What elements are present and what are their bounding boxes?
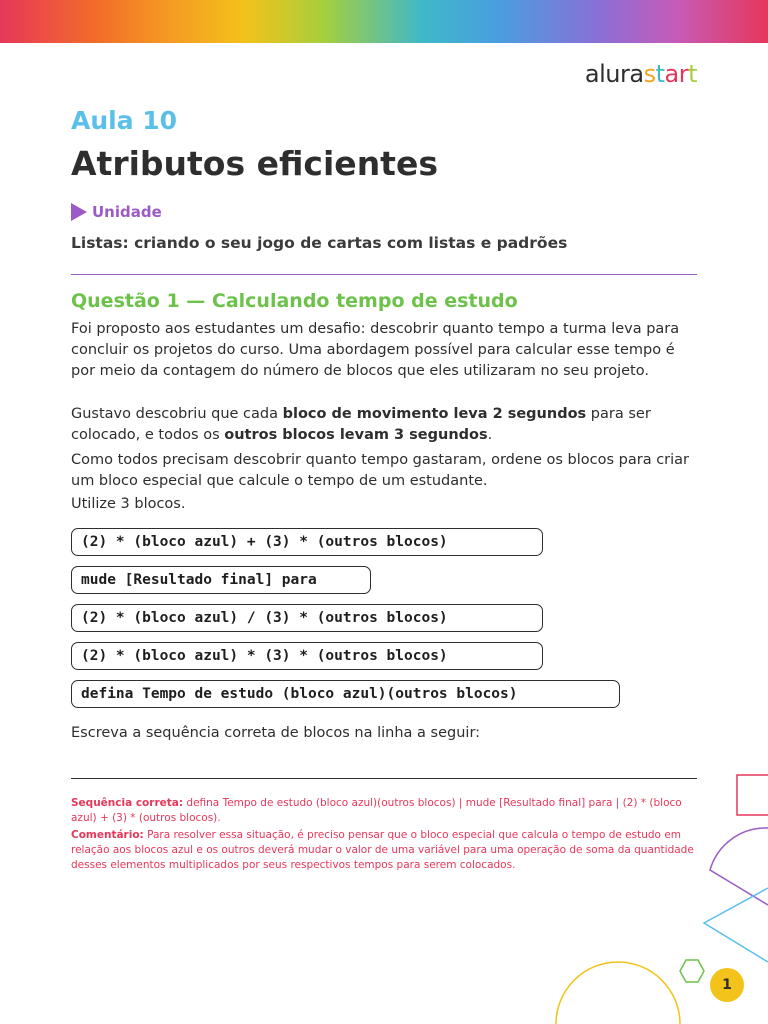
decor-circle xyxy=(556,962,680,1024)
question-paragraph-2: Gustavo descobriu que cada bloco de movimento leva 2 segundos para ser colocado, e todos os outros blocos levam 3 segundos. xyxy=(71,406,651,443)
question-paragraph-4: Utilize 3 blocos. xyxy=(71,496,186,512)
answer-prompt: Escreva a sequência correta de blocos na linha a seguir: xyxy=(71,725,481,741)
correct-sequence: Sequência correta: defina Tempo de estudo (bloco azul)(outros blocos) | mude [Resultado final] para | (2) * (bloco azul) + (3) * (outros blocos). xyxy=(71,797,682,824)
unit-label: Unidade xyxy=(92,203,162,221)
code-block-option-4: (2) * (bloco azul) * (3) * (outros blocos) xyxy=(71,642,543,670)
page-number-badge: 1 xyxy=(710,968,744,1002)
unit-subtitle: Listas: criando o seu jogo de cartas com listas e padrões xyxy=(71,234,568,252)
question-title: Questão 1 — Calculando tempo de estudo xyxy=(71,290,518,312)
comment: Comentário: Para resolver essa situação, é preciso pensar que o bloco especial que calcula o tempo de estudo em relação aos blocos azul e os outros deverá mudar o valor de uma variável para uma operação de soma da quantidade desses elementos multiplicados por seus respectivos tempos para serem colocados. xyxy=(71,829,694,871)
code-block-option-3: (2) * (bloco azul) / (3) * (outros blocos) xyxy=(71,604,543,632)
code-block-option-2: mude [Resultado final] para xyxy=(71,566,371,594)
question-paragraph-1: Foi proposto aos estudantes um desafio: descobrir quanto tempo a turma leva para concluir os projetos do curso. Uma abordagem possível para calcular esse tempo é por meio da contagem do número de blocos que eles utilizaram no seu projeto. xyxy=(71,321,680,379)
page-title: Atributos eficientes xyxy=(71,144,438,183)
decor-hexagon xyxy=(680,960,704,982)
code-block-option-1: (2) * (bloco azul) + (3) * (outros blocos) xyxy=(71,528,543,556)
question-paragraph-3: Como todos precisam descobrir quanto tempo gastaram, ordene os blocos para criar um bloco especial que calcule o tempo de um estudante. xyxy=(71,452,690,489)
code-block-option-5: defina Tempo de estudo (bloco azul)(outros blocos) xyxy=(71,680,620,708)
decor-square xyxy=(737,775,768,815)
lesson-number: Aula 10 xyxy=(71,106,178,135)
alurastart-logo: alurastart xyxy=(584,60,697,88)
